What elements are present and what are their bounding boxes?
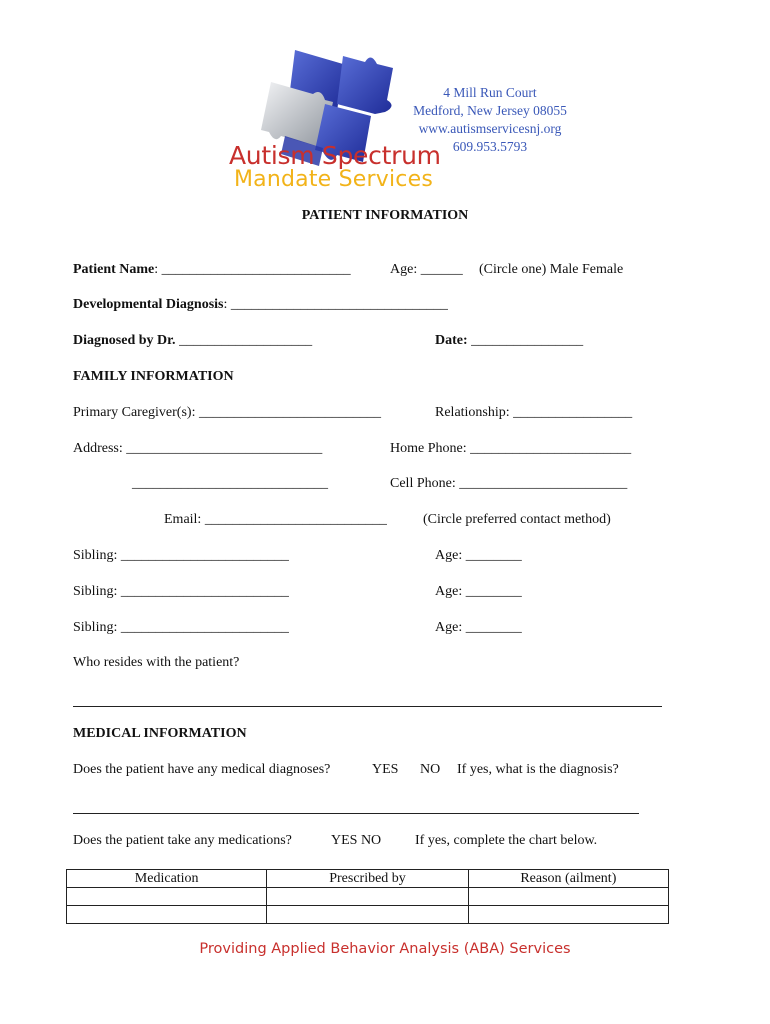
age-row	[390, 262, 463, 278]
sibling-2-field[interactable]: Sibling: ________________________	[73, 584, 289, 599]
sibling-3-age-field[interactable]: Age: ________	[435, 620, 522, 635]
patient-name-label: Patient Name	[73, 262, 155, 277]
table-cell[interactable]	[468, 888, 668, 906]
medical-info-heading: MEDICAL INFORMATION	[73, 726, 247, 741]
developmental-diagnosis-row	[73, 297, 448, 313]
email-field[interactable]: Email: __________________________	[164, 512, 387, 527]
brand-name-line2: Mandate Services	[234, 167, 433, 192]
address-city: Medford, New Jersey 08055	[413, 103, 567, 118]
address-street: 4 Mill Run Court	[443, 85, 537, 100]
relationship-field[interactable]: Relationship: _________________	[435, 405, 633, 420]
sibling-1-field[interactable]: Sibling: ________________________	[73, 548, 289, 563]
table-row	[67, 888, 669, 906]
date-field[interactable]: ________________	[471, 333, 584, 348]
address-field[interactable]: Address: ____________________________	[73, 441, 323, 456]
patient-name-field[interactable]: ___________________________	[161, 262, 351, 277]
address-website: www.autismservicesnj.org	[418, 121, 562, 136]
medication-column-header: Medication	[67, 870, 267, 888]
diagnoses-follow-up: If yes, what is the diagnosis?	[457, 762, 619, 777]
diagnosed-by-field[interactable]: ___________________	[179, 333, 313, 348]
patient-name-row	[73, 262, 351, 278]
prescribed-by-column-header: Prescribed by	[267, 870, 468, 888]
primary-caregiver-field[interactable]: Primary Caregiver(s): __________________________	[73, 405, 381, 420]
address-line2-field[interactable]: ____________________________	[132, 476, 328, 491]
brand-name-line1: Autism Spectrum	[229, 141, 441, 170]
sibling-2-age-field[interactable]: Age: ________	[435, 584, 522, 599]
table-header-row	[67, 870, 669, 888]
medications-question: Does the patient take any medications?	[73, 833, 292, 848]
age-label: Age:	[390, 262, 418, 277]
resides-with-question: Who resides with the patient?	[73, 655, 240, 670]
diagnoses-yes-option[interactable]: YES	[372, 762, 399, 777]
age-field[interactable]: ______	[420, 262, 463, 277]
diagnoses-no-option[interactable]: NO	[420, 762, 441, 777]
medications-follow-up: If yes, complete the chart below.	[415, 833, 598, 848]
date-label: Date:	[435, 333, 468, 348]
developmental-diagnosis-field[interactable]: _______________________________	[230, 297, 448, 312]
cell-phone-field[interactable]: Cell Phone: ________________________	[390, 476, 628, 491]
table-cell[interactable]	[67, 906, 267, 924]
table-cell[interactable]	[267, 906, 468, 924]
footer-tagline: Providing Applied Behavior Analysis (ABA) Services	[199, 941, 571, 957]
diagnosed-by-row	[73, 333, 312, 349]
page-title: PATIENT INFORMATION	[301, 208, 469, 223]
diagnosis-answer-line[interactable]	[73, 813, 639, 814]
home-phone-field[interactable]: Home Phone: _______________________	[390, 441, 632, 456]
gender-choice[interactable]: (Circle one) Male Female	[479, 262, 624, 277]
contact-method-note: (Circle preferred contact method)	[423, 512, 611, 527]
table-cell[interactable]	[267, 888, 468, 906]
medications-yes-no-options[interactable]: YES NO	[331, 833, 382, 848]
table-cell[interactable]	[468, 906, 668, 924]
family-info-heading: FAMILY INFORMATION	[73, 369, 234, 384]
table-row	[67, 906, 669, 924]
resides-with-answer-line[interactable]	[73, 706, 662, 707]
developmental-diagnosis-colon: :	[223, 297, 228, 312]
reason-column-header: Reason (ailment)	[468, 870, 668, 888]
medication-table	[66, 869, 669, 924]
sibling-1-age-field[interactable]: Age: ________	[435, 548, 522, 563]
medical-diagnoses-question: Does the patient have any medical diagnoses?	[73, 762, 331, 777]
developmental-diagnosis-label: Developmental Diagnosis	[73, 297, 224, 312]
table-cell[interactable]	[67, 888, 267, 906]
address-phone: 609.953.5793	[452, 139, 528, 154]
patient-name-colon: :	[154, 262, 159, 277]
date-row	[435, 333, 583, 349]
sibling-3-field[interactable]: Sibling: ________________________	[73, 620, 289, 635]
diagnosed-by-label: Diagnosed by Dr.	[73, 333, 176, 348]
